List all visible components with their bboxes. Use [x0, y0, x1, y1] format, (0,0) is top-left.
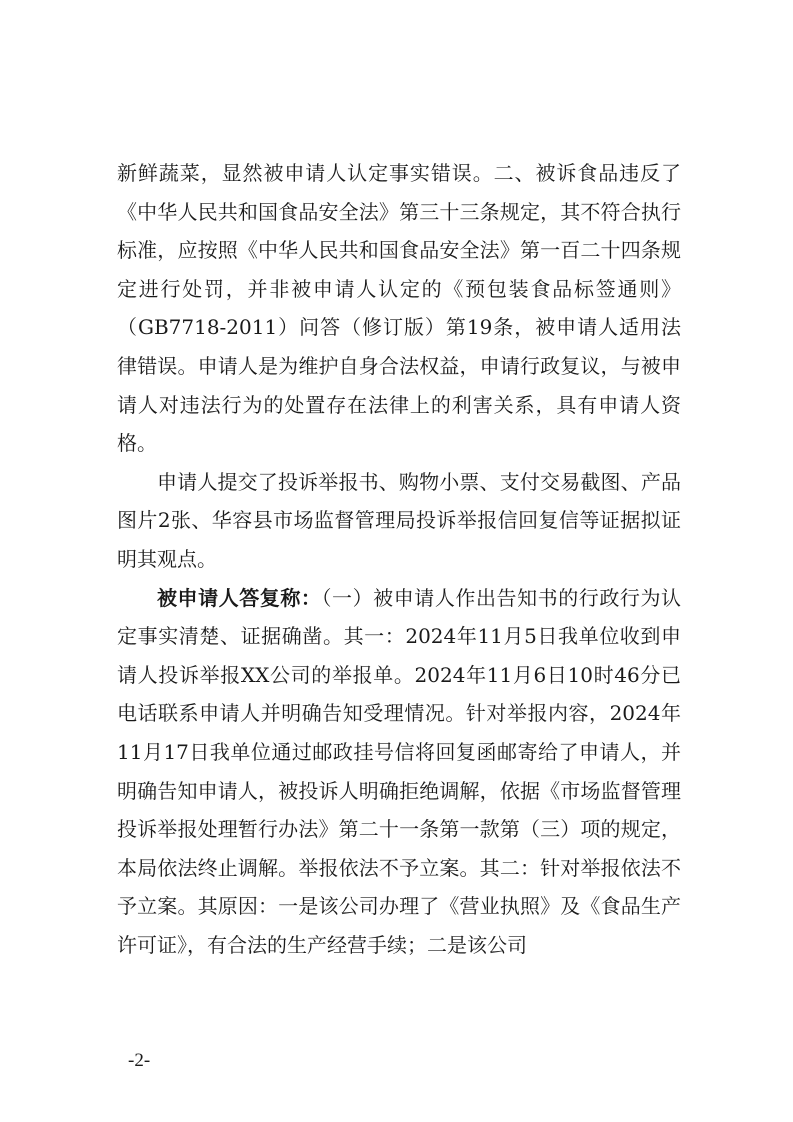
respondent-reply-lead: 被申请人答复称：: [157, 585, 322, 610]
respondent-reply-body: （一）被申请人作出告知书的行政行为认定事实清楚、证据确凿。其一：2024年11月5日我单位收到申请人投诉举报XX公司的举报单。2024年11月6日10时46分已电话联系申请人并明确告知受理情况。针对举报内容，2024年11月17日我单位通过邮政挂号信将回复函邮寄给了申请人，并明确告知申请人，被投诉人明确拒绝调解，依据《市场监督管理投诉举报处理暂行办法》第二十一条第一款第（三）项的规定，本局依法终止调解。举报依法不予立案。其二：针对举报依法不予立案。其原因：一是该公司办理了《营业执照》及《食品生产许可证》，有合法的生产经营手续；二是该公司: [117, 585, 682, 957]
page-number: -2-: [128, 1050, 151, 1071]
body-text: [117, 154, 681, 964]
paragraph-evidence: 申请人提交了投诉举报书、购物小票、支付交易截图、产品图片2张、华容县市场监督管理局投诉举报信回复信等证据拟证明其观点。: [117, 469, 681, 571]
paragraph-respondent-reply: [117, 579, 681, 965]
paragraph-continuation: 新鲜蔬菜，显然被申请人认定事实错误。二、被诉食品违反了《中华人民共和国食品安全法》第三十三条规定，其不符合执行标准，应按照《中华人民共和国食品安全法》第一百二十四条规定进行处罚，并非被申请人认定的《预包装食品标签通则》（GB7718-2011）问答（修订版）第19条，被申请人适用法律错误。申请人是为维护自身合法权益，申请行政复议，与被申请人对违法行为的处置存在法律上的利害关系，具有申请人资格。: [117, 161, 681, 456]
